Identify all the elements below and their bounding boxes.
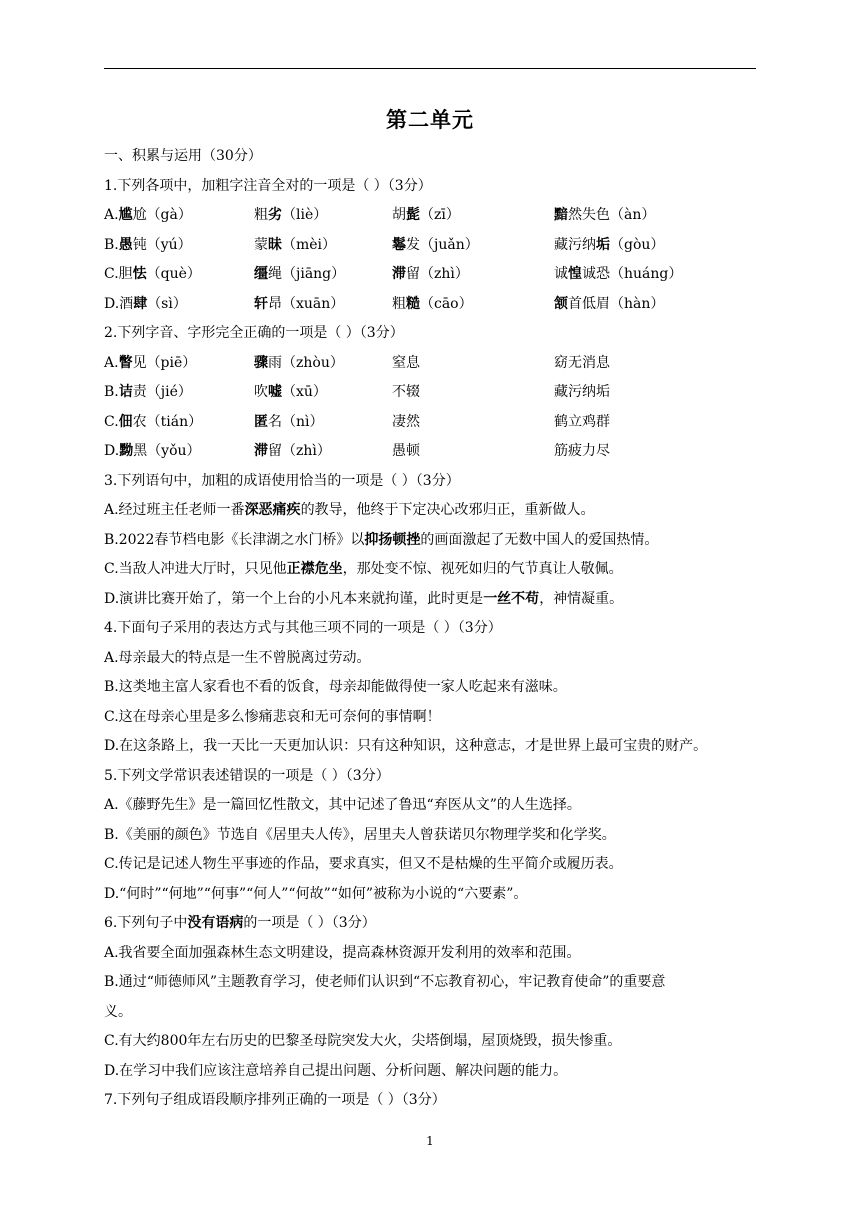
cell-bold-char: 缰 xyxy=(254,266,268,282)
option-cell xyxy=(254,231,392,261)
cell-text: 诚 xyxy=(554,266,568,282)
option-cell xyxy=(554,378,754,408)
cell-text-after: 留 xyxy=(406,266,420,282)
cell-text: C. xyxy=(104,413,119,430)
option-cell xyxy=(554,437,754,467)
cell-text-after: 昂 xyxy=(268,295,282,312)
cell-text-after: 雨 xyxy=(268,354,282,371)
cell-bold-char: 昧 xyxy=(268,236,282,253)
question-5-option-c: C.传记是记述人物生平事迹的作品，要求真实，但又不是枯燥的生平简介或履历表。 xyxy=(104,856,623,872)
cell-pinyin: （zī） xyxy=(420,207,460,223)
cell-text: 胡 xyxy=(392,207,406,223)
option-text: C.当敌人冲进大厅时，只见他 xyxy=(104,561,287,577)
cell-text: 吹 xyxy=(254,384,268,400)
cell-pinyin: （jiāng） xyxy=(282,266,346,282)
cell-bold-char: 诘 xyxy=(118,384,133,400)
cell-bold-char: 匿 xyxy=(254,413,268,430)
idiom-bold: 一丝不苟 xyxy=(483,590,540,607)
cell-text-after: 农 xyxy=(132,413,147,430)
option-text-after: 的画面激起了无数中国人的爱国热情。 xyxy=(420,531,659,548)
cell-text: 蒙 xyxy=(254,236,268,253)
cell-pinyin: （xū） xyxy=(282,384,327,400)
option-text-after: 的教导，他终于下定决心改邪归正，重新做人。 xyxy=(300,502,595,518)
cell-bold-char: 黯 xyxy=(554,207,568,223)
cell-pinyin: （jié） xyxy=(146,384,192,400)
cell-text-after: 诚恐 xyxy=(582,266,610,282)
cell-bold-char: 佃 xyxy=(118,413,133,430)
question-3-option-b xyxy=(104,526,760,556)
cell-pinyin: （huáng） xyxy=(610,266,683,282)
question-6-stem-bold: 没有语病 xyxy=(187,915,244,931)
cell-pinyin: （yǒu） xyxy=(147,443,201,459)
cell-bold-char: 怯 xyxy=(132,266,147,282)
cell-bold-char: 尴 xyxy=(118,207,133,223)
option-cell xyxy=(104,290,254,320)
option-cell xyxy=(392,437,554,467)
question-4-option-b: B.这类地主富人家看也不看的饭食，母亲却能做得使一家人吃起来有滋味。 xyxy=(104,679,567,695)
option-cell xyxy=(104,231,254,261)
cell-bold-char: 瞥 xyxy=(118,354,133,371)
question-4-option-a: A.母亲最大的特点是一生不曾脱离过劳动。 xyxy=(104,649,371,666)
cell-pinyin: （gà） xyxy=(146,207,192,223)
question-3-option-a xyxy=(104,496,760,526)
question-1-stem: 1.下列各项中，加粗字注音全对的一项是（ ）（3分） xyxy=(104,177,432,194)
cell-text: B. xyxy=(104,236,119,253)
question-1-option-c xyxy=(104,260,760,290)
cell-text: C.胆 xyxy=(104,266,133,282)
cell-bold-char: 髭 xyxy=(406,207,420,223)
document-body xyxy=(104,142,760,1116)
idiom-bold: 抑扬顿挫 xyxy=(364,531,421,548)
cell-pinyin: （cāo） xyxy=(420,295,473,312)
cell-bold-char: 骤 xyxy=(254,354,268,371)
cell-text-after: 钝 xyxy=(132,236,147,253)
question-7-stem: 7.下列句子组成语段顺序排列正确的一项是（ ）（3分） xyxy=(104,1092,446,1108)
cell-text: 粗 xyxy=(254,207,268,223)
option-cell xyxy=(554,260,754,290)
question-6-option-b-line2: 义。 xyxy=(104,1003,132,1020)
cell-text: A. xyxy=(104,354,119,371)
cell-pinyin: （hàn） xyxy=(610,295,665,312)
cell-pinyin: （yú） xyxy=(146,236,192,253)
cell-bold-char: 垢 xyxy=(596,236,610,253)
option-cell xyxy=(254,408,392,438)
question-6-option-b-line1: B.通过“师德师风”主题教育学习，使老师们认识到“不忘教育初心，牢记教育使命”的重要意 xyxy=(104,974,666,990)
cell-pinyin: （liè） xyxy=(282,207,328,223)
option-cell xyxy=(392,408,554,438)
option-cell xyxy=(554,408,754,438)
option-cell xyxy=(392,378,554,408)
question-3-stem: 3.下列语句中，加粗的成语使用恰当的一项是（ ）（3分） xyxy=(104,472,460,489)
cell-text: A. xyxy=(104,207,119,223)
cell-pinyin: （àn） xyxy=(610,207,656,223)
question-5-option-d: D.“何时”“何地”“何事”“何人”“何故”“如何”被称为小说的“六要素”。 xyxy=(104,885,528,902)
cell-pinyin: （zhì） xyxy=(420,266,469,282)
cell-pinyin: （zhòu） xyxy=(282,354,344,371)
cell-text: 粗 xyxy=(392,295,406,312)
option-text-after: ，神情凝重。 xyxy=(539,590,624,607)
cell-text: 不辍 xyxy=(392,384,420,400)
cell-text-after: 首低眉 xyxy=(568,295,610,312)
cell-text: 鹤立鸡群 xyxy=(554,413,610,430)
option-cell xyxy=(104,349,254,379)
option-text: B.2022春节档电影《长津湖之水门桥》以 xyxy=(104,531,365,548)
cell-text: D.酒 xyxy=(104,295,134,312)
question-3-option-d xyxy=(104,585,760,615)
cell-pinyin: （gòu） xyxy=(610,236,665,253)
question-2-options xyxy=(104,349,760,467)
cell-text: 愚顿 xyxy=(392,443,420,459)
cell-text-after: 然失色 xyxy=(568,207,610,223)
option-cell xyxy=(254,201,392,231)
cell-text: 藏污纳 xyxy=(554,236,596,253)
cell-text-after: 名 xyxy=(268,413,282,430)
section-heading: 一、积累与运用（30分） xyxy=(104,148,262,164)
cell-pinyin: （juǎn） xyxy=(420,236,479,253)
question-6-option-a: A.我省要全面加强森林生态文明建设，提高森林资源开发利用的效率和范围。 xyxy=(104,944,581,961)
option-cell xyxy=(392,231,554,261)
question-2-option-a xyxy=(104,349,760,379)
cell-bold-char: 滞 xyxy=(254,443,268,459)
option-cell xyxy=(104,378,254,408)
cell-bold-char: 糙 xyxy=(406,295,420,312)
cell-text: 窈无消息 xyxy=(554,354,610,371)
option-cell xyxy=(554,201,754,231)
cell-bold-char: 劣 xyxy=(268,207,282,223)
idiom-bold: 深恶痛疾 xyxy=(244,502,301,518)
cell-bold-char: 愚 xyxy=(118,236,133,253)
option-cell xyxy=(554,290,754,320)
question-6-stem xyxy=(104,909,760,939)
page-number: 1 xyxy=(426,1134,434,1148)
option-text: D.演讲比赛开始了，第一个上台的小凡本来就拘谨，此时更是 xyxy=(104,590,484,607)
cell-text-after: 发 xyxy=(406,236,420,253)
question-1-option-a xyxy=(104,201,760,231)
cell-text: 凄然 xyxy=(392,413,420,430)
cell-pinyin: （sì） xyxy=(147,295,187,312)
option-cell xyxy=(254,290,392,320)
question-2-stem: 2.下列字音、字形完全正确的一项是（ ）（3分） xyxy=(104,325,404,341)
question-1-option-b xyxy=(104,231,760,261)
question-6-option-c: C.有大约800年左右历史的巴黎圣母院突发大火，尖塔倒塌，屋顶烧毁，损失惨重。 xyxy=(104,1033,622,1049)
question-5-option-a: A.《藤野先生》是一篇回忆性散文，其中记述了鲁迅“弃医从文”的人生选择。 xyxy=(104,797,581,813)
question-2-option-b xyxy=(104,378,760,408)
option-cell xyxy=(104,260,254,290)
cell-bold-char: 鬈 xyxy=(392,236,406,253)
question-2-option-d xyxy=(104,437,760,467)
cell-bold-char: 滞 xyxy=(392,266,406,282)
cell-bold-char: 颔 xyxy=(554,295,568,312)
option-cell xyxy=(554,231,754,261)
cell-pinyin: （zhì） xyxy=(282,443,331,459)
cell-text-after: 黑 xyxy=(133,443,148,459)
option-cell xyxy=(254,349,392,379)
option-cell xyxy=(104,408,254,438)
option-cell xyxy=(392,349,554,379)
question-3-option-c xyxy=(104,555,760,585)
cell-text: 筋疲力尽 xyxy=(554,443,610,459)
cell-bold-char: 嘘 xyxy=(268,384,282,400)
option-cell xyxy=(392,260,554,290)
cell-pinyin: （què） xyxy=(146,266,201,282)
question-5-option-b: B.《美丽的颜色》节选自《居里夫人传》，居里夫人曾获诺贝尔物理学奖和化学奖。 xyxy=(104,826,616,843)
question-1-option-d xyxy=(104,290,760,320)
cell-text: 窒息 xyxy=(392,354,420,371)
question-6-stem-post: 的一项是（ ）（3分） xyxy=(243,915,376,931)
cell-text: D. xyxy=(104,443,120,459)
option-cell xyxy=(392,201,554,231)
question-3-options xyxy=(104,496,760,614)
cell-pinyin: （xuān） xyxy=(282,295,345,312)
cell-bold-char: 黝 xyxy=(119,443,134,459)
option-cell xyxy=(104,201,254,231)
cell-text-after: 责 xyxy=(132,384,147,400)
cell-text: 藏污纳垢 xyxy=(554,384,610,400)
option-cell xyxy=(104,437,254,467)
question-4-option-c: C.这在母亲心里是多么惨痛悲哀和无可奈何的事情啊！ xyxy=(104,708,441,725)
cell-text-after: 绳 xyxy=(268,266,282,282)
option-text: A.经过班主任老师一番 xyxy=(104,502,245,518)
idiom-bold: 正襟危坐 xyxy=(286,561,343,577)
cell-pinyin: （mèi） xyxy=(282,236,337,253)
question-1-options xyxy=(104,201,760,319)
cell-text-after: 尬 xyxy=(132,207,147,223)
question-4-stem: 4.下面句子采用的表达方式与其他三项不同的一项是（ ）（3分） xyxy=(104,620,502,636)
header-rule xyxy=(104,68,756,69)
cell-pinyin: （nì） xyxy=(282,413,324,430)
question-2-option-c xyxy=(104,408,760,438)
question-6-stem-pre: 6.下列句子中 xyxy=(104,915,188,931)
cell-text-after: 留 xyxy=(268,443,282,459)
option-text-after: ，那处变不惊、视死如归的气节真让人敬佩。 xyxy=(342,561,623,577)
cell-bold-char: 轩 xyxy=(254,295,268,312)
cell-pinyin: （tián） xyxy=(146,413,203,430)
cell-pinyin: （piē） xyxy=(146,354,197,371)
option-cell xyxy=(254,437,392,467)
cell-text: B. xyxy=(104,384,119,400)
option-cell xyxy=(254,260,392,290)
option-cell xyxy=(392,290,554,320)
question-4-option-d: D.在这条路上，我一天比一天更加认识：只有这种知识，这种意志，才是世界上最可宝贵的财产。 xyxy=(104,738,708,754)
question-5-stem: 5.下列文学常识表述错误的一项是（ ）（3分） xyxy=(104,767,390,784)
cell-bold-char: 肆 xyxy=(133,295,148,312)
option-cell xyxy=(254,378,392,408)
question-6-option-d: D.在学习中我们应该注意培养自己提出问题、分析问题、解决问题的能力。 xyxy=(104,1062,568,1079)
option-cell xyxy=(554,349,754,379)
page-title: 第二单元 xyxy=(386,107,474,132)
cell-bold-char: 惶 xyxy=(568,266,582,282)
cell-text-after: 见 xyxy=(132,354,147,371)
